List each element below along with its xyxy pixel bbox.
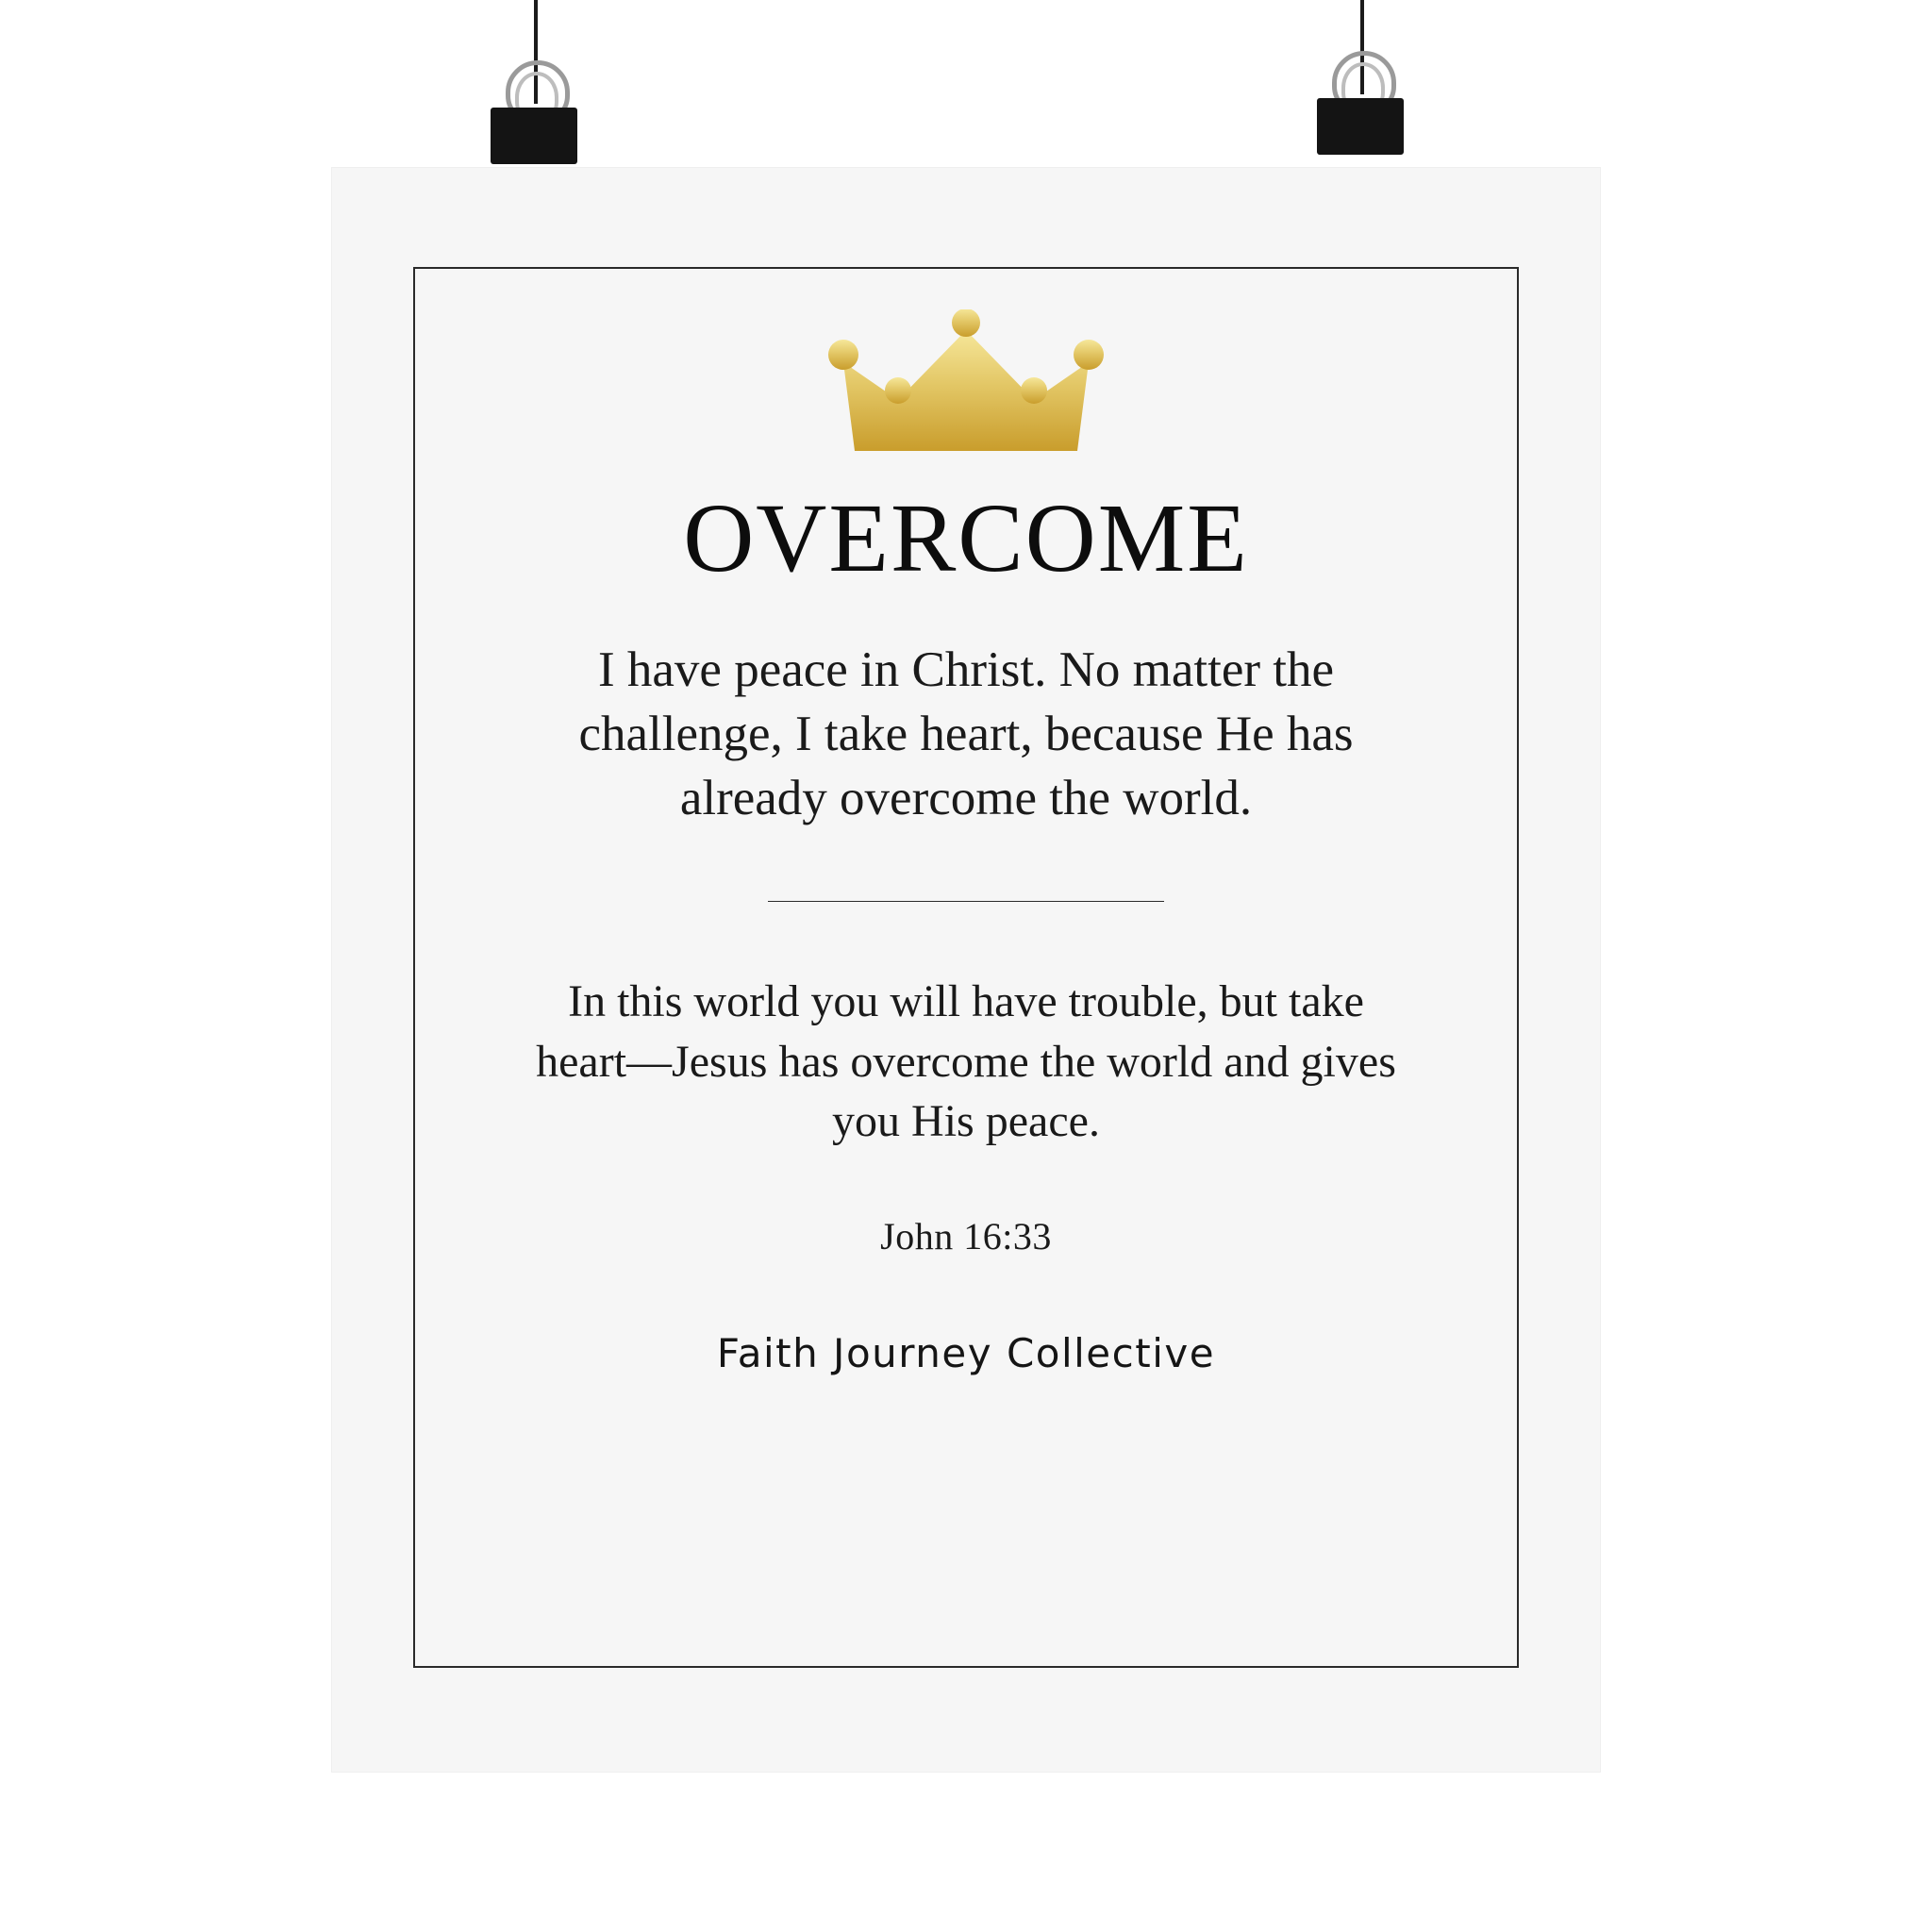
affirmation-text: I have peace in Christ. No matter the challenge, I take heart, because He has already overcome the world. [578,642,1354,825]
scripture-verse: In this world you will have trouble, but take heart—Jesus has overcome the world and gives you His peace. [536,975,1396,1147]
poster-sheet [332,168,1600,1772]
poster-content [445,309,1487,1376]
clip-body [1317,98,1404,155]
crown-icon [445,309,1487,470]
section-divider [768,901,1164,902]
binder-clip-right [1317,77,1404,136]
binder-clip-left [491,87,577,145]
clip-body [491,108,577,164]
page-title: OVERCOME [683,484,1249,592]
scripture-reference: John 16:33 [880,1215,1052,1258]
brand-name: Faith Journey Collective [716,1330,1216,1377]
